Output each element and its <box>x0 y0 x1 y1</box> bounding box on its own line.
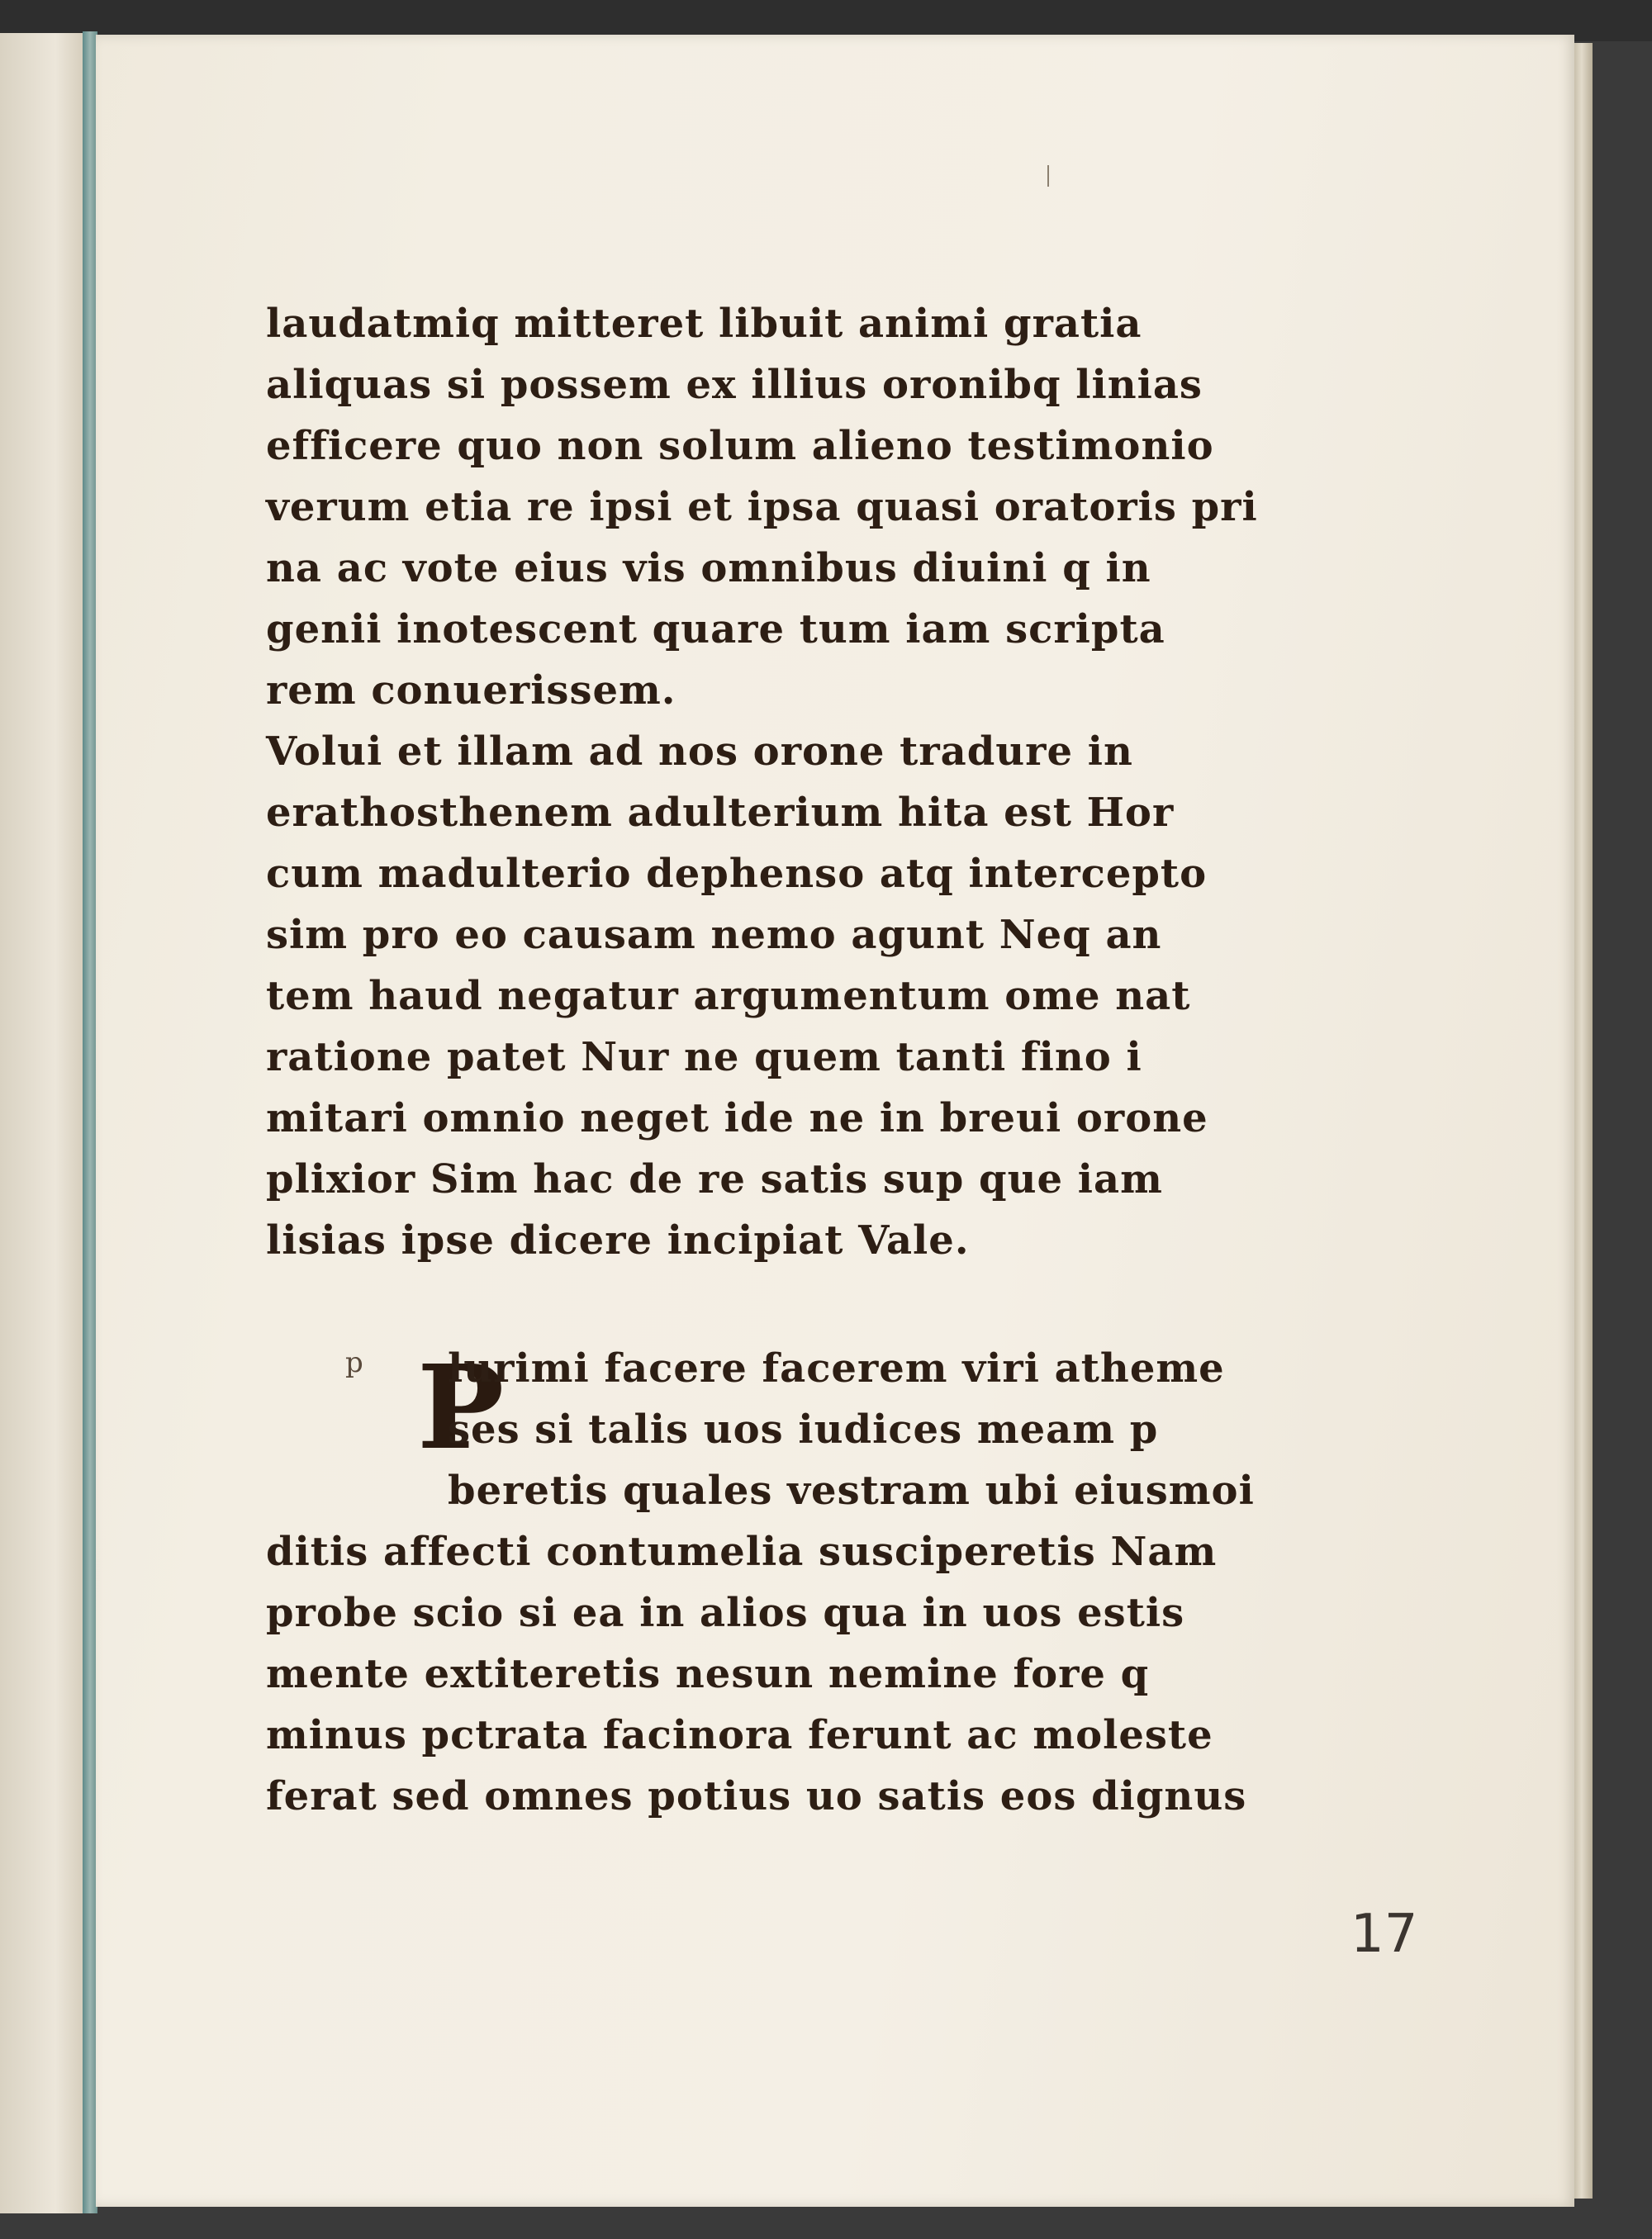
text-section-2 <box>266 1338 1257 1827</box>
text-line: Volui et illam ad nos orone tradure in <box>266 728 1133 775</box>
text-line: ditis affecti contumelia susciperetis Nam <box>266 1529 1218 1575</box>
text-line: cum madulterio dephenso atq intercepto <box>266 851 1208 897</box>
folio-number: 17 <box>1351 1904 1418 1965</box>
text-line: efficere quo non solum alieno testimonio <box>266 423 1214 469</box>
text-line: tem haud negatur argumentum ome nat <box>266 973 1191 1019</box>
text-line: ratione patet Nur ne quem tanti fino i <box>266 1034 1142 1080</box>
text-line: lisias ipse dicere incipiat Vale. <box>266 1217 970 1264</box>
text-line: erathosthenem adulterium hita est Hor <box>266 790 1175 836</box>
page-fore-edge <box>1574 43 1593 2199</box>
text-line: sim pro eo causam nemo agunt Neq an <box>266 912 1162 958</box>
text-line: na ac vote eius vis omnibus diuini q in <box>266 545 1151 591</box>
margin-guide-letter: p <box>345 1346 363 1379</box>
text-line: minus pctrata facinora ferunt ac moleste <box>266 1712 1213 1758</box>
text-line: mente extiteretis nesun nemine fore q <box>266 1651 1150 1697</box>
initial-letter: P <box>417 1340 505 1476</box>
text-line: beretis quales vestram ubi eiusmoi <box>448 1468 1255 1514</box>
text-line: lurimi facere facerem viri atheme <box>448 1345 1225 1392</box>
facing-page-edge <box>0 33 94 2213</box>
text-line: plixior Sim hac de re satis sup que iam <box>266 1156 1163 1203</box>
text-line: probe scio si ea in alios qua in uos estis <box>266 1590 1185 1636</box>
text-section-1 <box>266 293 1257 1271</box>
ink-tick-mark <box>1047 165 1049 187</box>
text-line: genii inotescent quare tum iam scripta <box>266 606 1165 652</box>
text-line: ses si talis uos iudices meam p <box>448 1406 1159 1453</box>
text-line: mitari omnio neget ide ne in breui orone <box>266 1095 1208 1141</box>
text-line: rem conuerissem. <box>266 667 676 714</box>
text-line: ferat sed omnes potius uo satis eos dignus <box>266 1773 1247 1819</box>
text-line: aliquas si possem ex illius oronibq linias <box>266 362 1203 408</box>
text-line: verum etia re ipsi et ipsa quasi oratoris pri <box>266 484 1258 530</box>
text-line: laudatmiq mitteret libuit animi gratia <box>266 301 1142 347</box>
